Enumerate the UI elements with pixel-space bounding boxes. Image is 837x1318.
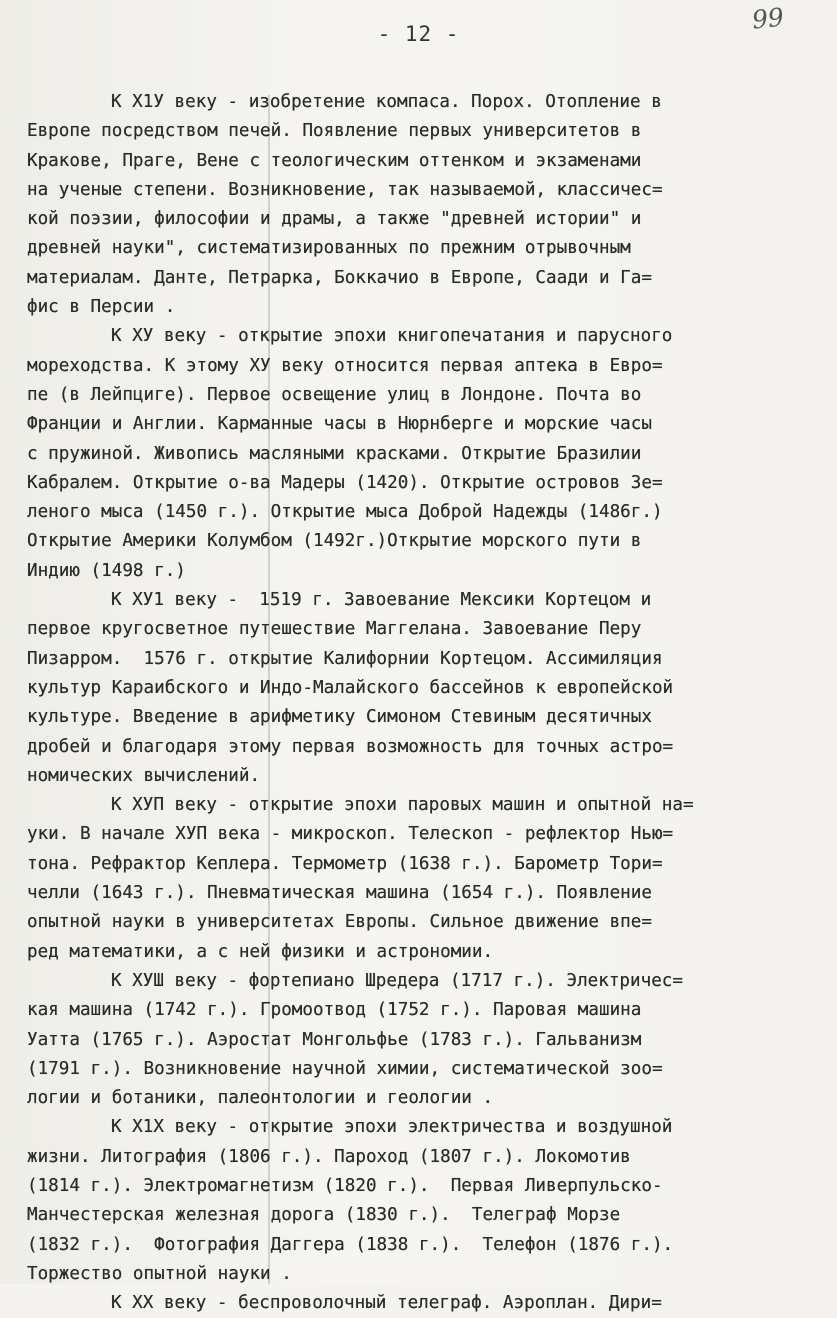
text-line: тона. Рефрактор Кеплера. Термометр (1638 г.). Барометр Тори= [27, 853, 663, 874]
text-line: К ХУШ веку - фортепиано Шредера (1717 г.). Электричес= [111, 970, 683, 991]
text-line: материалам. Данте, Петрарка, Боккачио в Европе, Саади и Га= [27, 267, 652, 288]
text-line: Индию (1498 г.) [27, 560, 186, 581]
handwritten-mark: 99 [750, 2, 786, 35]
text-line: Кракове, Праге, Вене с теологическим оттенком и экзаменами [27, 150, 642, 171]
text-line: К ХУ1 веку - 1519 г. Завоевание Мексики Кортецом и [111, 590, 652, 611]
text-line: номических вычислений. [27, 765, 261, 786]
page-number: - 12 - [377, 22, 460, 46]
text-line: жизни. Литография (1806 г.). Пароход (1807 г.). Локомотив [27, 1146, 631, 1167]
text-line: К Х1У веку - изобретение компаса. Порох. Отопление в [111, 92, 662, 112]
text-line: ред математики, а с ней физики и астрономии. [27, 941, 494, 962]
document-body [27, 88, 827, 1318]
text-line: (1832 г.). Фотография Даггера (1838 г.). Телефон (1876 г.). [27, 1234, 674, 1255]
text-line: мореходства. К этому ХУ веку относится первая аптека в Евро= [27, 355, 663, 376]
text-line: пе (в Лейпциге). Первое освещение улиц в Лондоне. Почта во [27, 384, 642, 405]
text-line: К Х1Х веку - открытие эпохи электричества и воздушной [111, 1117, 673, 1138]
text-line: Европе посредством печей. Появление первых университетов в [27, 121, 642, 142]
text-line: культур Караибского и Индо-Малайского бассейнов к европейской [27, 677, 674, 698]
text-line: К ХУП веку - открытие эпохи паровых машин и опытной на= [111, 795, 694, 816]
text-line: первое кругосветное путешествие Маггелана. Завоевание Перу [27, 619, 642, 640]
text-line: фис в Персии . [27, 297, 176, 318]
text-line: Кабралем. Открытие о-ва Мадеры (1420). Открытие островов Зе= [27, 472, 663, 493]
text-line: опытной науки в университетах Европы. Сильное движение впе= [27, 912, 652, 933]
text-line: культуре. Введение в арифметику Симоном Стевиным десятичных [27, 707, 652, 728]
text-line: Франции и Англии. Карманные часы в Нюрнберге и морские часы [27, 414, 652, 435]
text-line: (1814 г.). Электромагнетизм (1820 г.). Первая Ливерпульско- [27, 1175, 663, 1196]
text-line: Манчестерская железная дорога (1830 г.). Телеграф Морзе [27, 1205, 621, 1226]
text-line: с пружиной. Живопись масляными красками. Открытие Бразилии [27, 443, 642, 464]
text-line: на ученые степени. Возникновение, так называемой, классичес= [27, 179, 663, 200]
text-line: Торжество опытной науки . [27, 1263, 292, 1284]
text-line: дробей и благодаря этому первая возможность для точных астро= [27, 736, 674, 757]
text-line: логии и ботаники, палеонтологии и геологии . [27, 1088, 494, 1109]
text-line: кая машина (1742 г.). Громоотвод (1752 г.). Паровая машина [27, 1000, 642, 1021]
text-line: челли (1643 г.). Пневматическая машина (1654 г.). Появление [27, 883, 652, 904]
text-line: Открытие Америки Колумбом (1492г.)Открытие морского пути в [27, 531, 642, 552]
text-line: Пизарром. 1576 г. открытие Калифорнии Кортецом. Ассимиляция [27, 648, 663, 669]
text-line: древней науки", систематизированных по прежним отрывочным [27, 238, 631, 259]
text-line: кой поэзии, философии и драмы, а также "древней истории" и [27, 209, 642, 230]
text-line: леного мыса (1450 г.). Открытие мыса Доброй Надежды (1486г.) [27, 502, 663, 523]
text-line: (1791 г.). Возникновение научной химии, систематической зоо= [27, 1058, 663, 1079]
text-line: К ХУ веку - открытие эпохи книгопечатания и парусного [111, 326, 673, 347]
text-line: уки. В начале ХУП века - микроскоп. Телескоп - рефлектор Нью= [27, 824, 674, 845]
text-line: К ХХ веку - беспроволочный телеграф. Аэроплан. Дири= [111, 1293, 662, 1314]
text-line: Уатта (1765 г.). Аэростат Монгольфье (1783 г.). Гальванизм [27, 1029, 642, 1050]
